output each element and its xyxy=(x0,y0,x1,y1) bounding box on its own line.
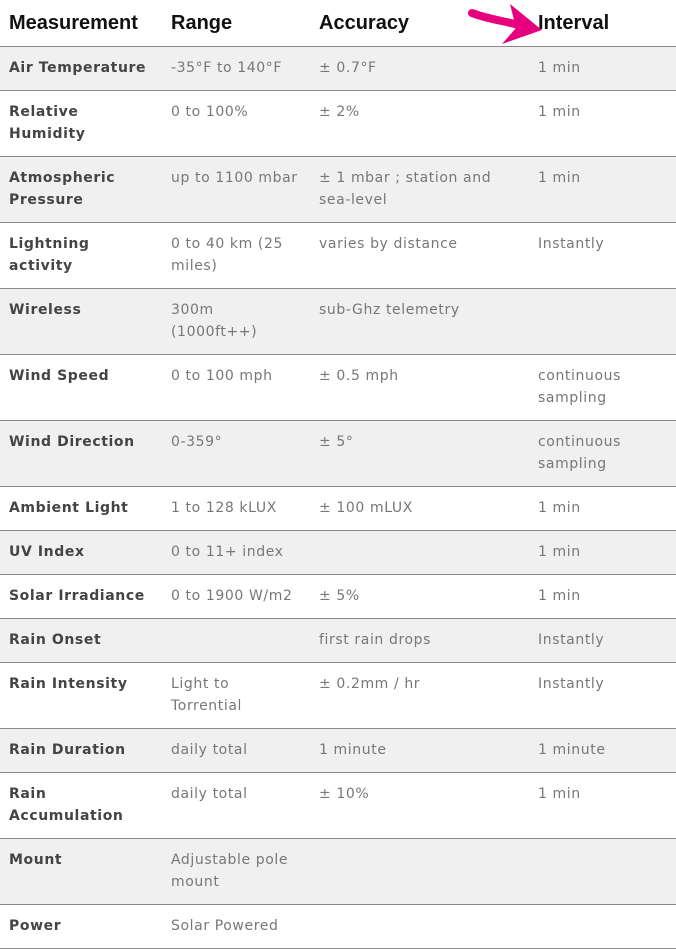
measurement-cell: Relative Humidity xyxy=(0,91,162,157)
table-row xyxy=(0,619,676,663)
measurement-cell: Rain Duration xyxy=(0,729,162,773)
accuracy-cell: ± 1 mbar ; station and sea-level xyxy=(310,157,529,223)
interval-cell xyxy=(529,905,676,949)
measurement-cell: Wind Direction xyxy=(0,421,162,487)
range-cell: daily total xyxy=(162,729,310,773)
measurement-cell: Solar Irradiance xyxy=(0,575,162,619)
measurement-cell: Rain Intensity xyxy=(0,663,162,729)
header-accuracy: Accuracy xyxy=(310,0,529,47)
accuracy-cell: ± 5% xyxy=(310,575,529,619)
measurement-cell: Wind Speed xyxy=(0,355,162,421)
range-cell: 1 to 128 kLUX xyxy=(162,487,310,531)
accuracy-cell: ± 0.5 mph xyxy=(310,355,529,421)
interval-cell xyxy=(529,289,676,355)
range-cell: daily total xyxy=(162,773,310,839)
accuracy-cell: sub-Ghz telemetry xyxy=(310,289,529,355)
interval-cell: 1 minute xyxy=(529,729,676,773)
accuracy-cell: ± 0.7°F xyxy=(310,47,529,91)
accuracy-cell: ± 100 mLUX xyxy=(310,487,529,531)
accuracy-cell: ± 5° xyxy=(310,421,529,487)
table-row xyxy=(0,47,676,91)
interval-cell: Instantly xyxy=(529,619,676,663)
interval-cell: 1 min xyxy=(529,47,676,91)
range-cell: 0 to 100% xyxy=(162,91,310,157)
accuracy-cell xyxy=(310,531,529,575)
measurement-cell: Rain Accumulation xyxy=(0,773,162,839)
interval-cell: 1 min xyxy=(529,773,676,839)
accuracy-cell: ± 10% xyxy=(310,773,529,839)
range-cell: 0-359° xyxy=(162,421,310,487)
range-cell: 0 to 11+ index xyxy=(162,531,310,575)
table-row xyxy=(0,531,676,575)
interval-cell: 1 min xyxy=(529,91,676,157)
interval-cell: 1 min xyxy=(529,487,676,531)
curved-arrow-icon xyxy=(468,0,548,48)
measurement-cell: Air Temperature xyxy=(0,47,162,91)
interval-cell: 1 min xyxy=(529,157,676,223)
table-row xyxy=(0,289,676,355)
table-header-row xyxy=(0,0,676,47)
accuracy-cell: ± 0.2mm / hr xyxy=(310,663,529,729)
accuracy-cell xyxy=(310,905,529,949)
measurement-cell: Ambient Light xyxy=(0,487,162,531)
range-cell: -35°F to 140°F xyxy=(162,47,310,91)
range-cell: 0 to 1900 W/m2 xyxy=(162,575,310,619)
accuracy-cell: varies by distance xyxy=(310,223,529,289)
table-row xyxy=(0,905,676,949)
measurement-cell: UV Index xyxy=(0,531,162,575)
interval-cell: 1 min xyxy=(529,575,676,619)
interval-cell: continuous sampling xyxy=(529,355,676,421)
interval-cell xyxy=(529,839,676,905)
interval-cell: 1 min xyxy=(529,531,676,575)
table-row xyxy=(0,839,676,905)
table-row xyxy=(0,421,676,487)
table-row xyxy=(0,773,676,839)
range-cell xyxy=(162,619,310,663)
table-row xyxy=(0,663,676,729)
range-cell: 0 to 40 km (25 miles) xyxy=(162,223,310,289)
measurement-cell: Wireless xyxy=(0,289,162,355)
table-row xyxy=(0,355,676,421)
interval-cell: Instantly xyxy=(529,223,676,289)
table-row xyxy=(0,223,676,289)
accuracy-cell: first rain drops xyxy=(310,619,529,663)
header-measurement: Measurement xyxy=(0,0,162,47)
interval-cell: continuous sampling xyxy=(529,421,676,487)
table-row xyxy=(0,575,676,619)
measurement-cell: Lightning activity xyxy=(0,223,162,289)
range-cell: 0 to 100 mph xyxy=(162,355,310,421)
table-row xyxy=(0,729,676,773)
table-row xyxy=(0,157,676,223)
table-row xyxy=(0,91,676,157)
interval-cell: Instantly xyxy=(529,663,676,729)
measurement-cell: Mount xyxy=(0,839,162,905)
measurement-cell: Power xyxy=(0,905,162,949)
table-row xyxy=(0,487,676,531)
range-cell: Solar Powered xyxy=(162,905,310,949)
header-interval: Interval xyxy=(529,0,676,47)
measurement-cell: Atmospheric Pressure xyxy=(0,157,162,223)
range-cell: up to 1100 mbar xyxy=(162,157,310,223)
header-range: Range xyxy=(162,0,310,47)
accuracy-cell: 1 minute xyxy=(310,729,529,773)
accuracy-cell xyxy=(310,839,529,905)
measurement-cell: Rain Onset xyxy=(0,619,162,663)
range-cell: 300m (1000ft++) xyxy=(162,289,310,355)
range-cell: Adjustable pole mount xyxy=(162,839,310,905)
table-body xyxy=(0,47,676,949)
range-cell: Light to Torrential xyxy=(162,663,310,729)
accuracy-cell: ± 2% xyxy=(310,91,529,157)
